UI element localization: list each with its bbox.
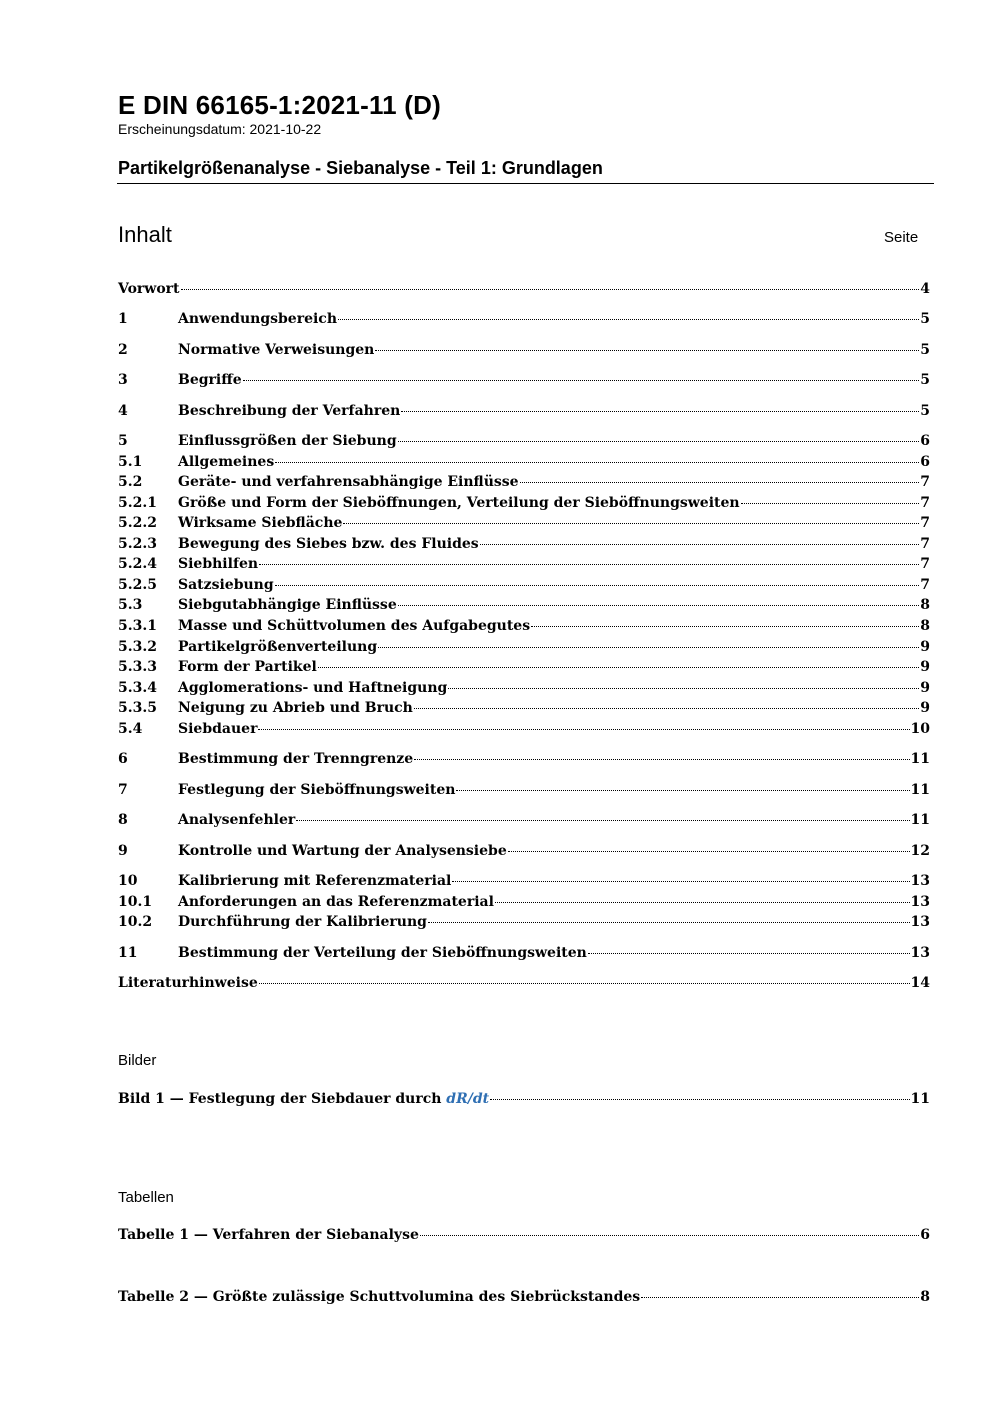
toc-entry-number: 5.3.3 [118, 659, 157, 675]
toc-entry-title: Kontrolle und Wartung der Analysensiebe [178, 843, 507, 859]
figures-heading: Bilder [118, 1052, 157, 1069]
dot-leader [480, 544, 920, 545]
dot-leader [490, 1099, 909, 1100]
toc-entry-number: 10.1 [118, 894, 153, 910]
title-divider [117, 183, 934, 184]
toc-entry-page: 6 [920, 433, 930, 449]
toc-entry[interactable] [118, 404, 930, 418]
toc-entry[interactable] [118, 598, 930, 612]
toc-entry-number: 5.2.5 [118, 577, 157, 593]
dot-leader [508, 851, 910, 852]
dot-leader [428, 922, 910, 923]
toc-entry-title: Größe und Form der Sieböffnungen, Verteilung der Sieböffnungsweiten [178, 495, 740, 511]
toc-entry-title: Satzsiebung [178, 577, 274, 593]
dot-leader [452, 881, 909, 882]
dot-leader [398, 605, 920, 606]
toc-entry-title: Wirksame Siebfläche [178, 515, 343, 531]
toc-entry[interactable] [118, 722, 930, 736]
toc-entry[interactable] [118, 312, 930, 326]
toc-entry-number: 9 [118, 843, 128, 859]
dot-leader [378, 647, 919, 648]
toc-entry[interactable] [118, 537, 930, 551]
tables-heading: Tabellen [118, 1189, 174, 1206]
toc-entry[interactable] [118, 915, 930, 929]
dot-leader [338, 319, 919, 320]
table-entry-page: 8 [920, 1289, 930, 1305]
toc-entry-title: Geräte- und verfahrensabhängige Einflüsse [178, 474, 519, 490]
toc-entry-page: 13 [910, 914, 930, 930]
toc-entry-title: Literaturhinweise [118, 975, 258, 991]
toc-entry-page: 5 [920, 372, 930, 388]
toc-entry[interactable] [118, 976, 930, 990]
toc-entry-page: 8 [920, 618, 930, 634]
toc-entry-title: Partikelgrößenverteilung [178, 639, 378, 655]
toc-entry[interactable] [118, 343, 930, 357]
toc-entry-title: Allgemeines [178, 454, 275, 470]
toc-entry-title: Analysenfehler [178, 812, 296, 828]
toc-entry[interactable] [118, 434, 930, 448]
toc-entry-title: Beschreibung der Verfahren [178, 403, 401, 419]
toc-entry-number: 5.3.1 [118, 618, 157, 634]
toc-entry-title: Bestimmung der Trenngrenze [178, 751, 414, 767]
toc-entry-page: 14 [910, 975, 930, 991]
toc-entry[interactable] [118, 455, 930, 469]
toc-entry[interactable] [118, 516, 930, 530]
toc-entry[interactable] [118, 752, 930, 766]
toc-entry[interactable] [118, 874, 930, 888]
formula: dR/dt [446, 1091, 490, 1107]
toc-entry-page: 8 [920, 597, 930, 613]
toc-entry-page: 5 [920, 311, 930, 327]
toc-entry-number: 5.2.2 [118, 515, 157, 531]
toc-entry-number: 5.4 [118, 721, 143, 737]
toc-entry-page: 4 [920, 281, 930, 297]
table-entry-page: 6 [920, 1227, 930, 1243]
toc-entry[interactable] [118, 496, 930, 510]
dot-leader [259, 983, 910, 984]
dot-leader [588, 953, 910, 954]
toc-entry-page: 7 [920, 515, 930, 531]
dot-leader [401, 411, 919, 412]
toc-entry[interactable] [118, 783, 930, 797]
toc-entry-number: 10.2 [118, 914, 153, 930]
toc-entry-page: 6 [920, 454, 930, 470]
dot-leader [258, 729, 909, 730]
toc-entry-number: 5.2.4 [118, 556, 157, 572]
toc-entry-number: 2 [118, 342, 128, 358]
dot-leader [375, 350, 919, 351]
toc-entry-page: 7 [920, 556, 930, 572]
toc-entry-title: Durchführung der Kalibrierung [178, 914, 427, 930]
toc-entry-title: Bewegung des Siebes bzw. des Fluides [178, 536, 479, 552]
dot-leader [448, 688, 919, 689]
toc-entry-page: 9 [920, 639, 930, 655]
dot-leader [456, 790, 909, 791]
toc-entry-page: 7 [920, 474, 930, 490]
toc-entry-title: Siebgutabhängige Einflüsse [178, 597, 397, 613]
dot-leader [641, 1297, 919, 1298]
toc-entry-page: 11 [910, 751, 930, 767]
toc-entry[interactable] [118, 946, 930, 960]
toc-entry-title: Einflussgrößen der Siebung [178, 433, 397, 449]
toc-entry-number: 7 [118, 782, 128, 798]
toc-entry-page: 13 [910, 945, 930, 961]
toc-entry[interactable] [118, 895, 930, 909]
toc-entry-number: 1 [118, 311, 128, 327]
toc-entry-page: 9 [920, 680, 930, 696]
toc-entry-number: 3 [118, 372, 128, 388]
toc-entry-page: 5 [920, 342, 930, 358]
toc-entry-number: 4 [118, 403, 128, 419]
toc-entry-title: Anforderungen an das Referenzmaterial [178, 894, 494, 910]
toc-entry-page: 7 [920, 495, 930, 511]
toc-entry-number: 5 [118, 433, 128, 449]
dot-leader [318, 667, 919, 668]
dot-leader [398, 441, 920, 442]
dot-leader [414, 708, 919, 709]
toc-entry-number: 5.3.2 [118, 639, 157, 655]
document-subtitle: Partikelgrößenanalyse - Siebanalyse - Teil 1: Grundlagen [118, 158, 603, 178]
toc-entry[interactable] [118, 813, 930, 827]
dot-leader [531, 626, 919, 627]
dot-leader [243, 380, 920, 381]
publication-date: Erscheinungsdatum: 2021-10-22 [118, 121, 322, 137]
toc-entry-title: Festlegung der Sieböffnungsweiten [178, 782, 456, 798]
toc-entry[interactable] [118, 373, 930, 387]
table-entry[interactable] [118, 1290, 930, 1304]
toc-entry[interactable] [118, 701, 930, 715]
toc-entry-title: Form der Partikel [178, 659, 317, 675]
table-entry[interactable] [118, 1228, 930, 1242]
toc-entry[interactable] [118, 578, 930, 592]
contents-heading: Inhalt [118, 222, 172, 247]
figure-entry-page: 11 [910, 1091, 930, 1107]
document-title: E DIN 66165-1:2021-11 (D) [118, 90, 441, 120]
dot-leader [275, 585, 920, 586]
toc-entry-title: Bestimmung der Verteilung der Sieböffnungsweiten [178, 945, 587, 961]
toc-entry[interactable] [118, 475, 930, 489]
toc-entry-page: 9 [920, 659, 930, 675]
page-column-label: Seite [884, 229, 919, 246]
table-entry-text: Tabelle 1 — Verfahren der Siebanalyse [118, 1227, 419, 1243]
toc-entry-number: 8 [118, 812, 128, 828]
toc-entry-number: 10 [118, 873, 138, 889]
dot-leader [414, 759, 909, 760]
dot-leader [296, 820, 909, 821]
toc-entry[interactable] [118, 640, 930, 654]
toc-entry-page: 11 [910, 812, 930, 828]
table-entry-text: Tabelle 2 — Größte zulässige Schuttvolumina des Siebrückstandes [118, 1289, 641, 1305]
dot-leader [259, 564, 919, 565]
dot-leader [181, 289, 920, 290]
toc-entry-page: 10 [910, 721, 930, 737]
toc-entry-title: Siebhilfen [178, 556, 259, 572]
toc-entry-title: Masse und Schüttvolumen des Aufgabegutes [178, 618, 531, 634]
toc-entry-number: 5.2.3 [118, 536, 157, 552]
toc-entry-page: 5 [920, 403, 930, 419]
toc-entry-title: Vorwort [118, 281, 180, 297]
toc-entry-number: 5.3.4 [118, 680, 157, 696]
toc-entry-page: 11 [910, 782, 930, 798]
toc-entry-number: 5.2 [118, 474, 143, 490]
toc-entry-number: 6 [118, 751, 128, 767]
dot-leader [495, 902, 910, 903]
toc-entry-page: 7 [920, 577, 930, 593]
toc-entry-page: 13 [910, 894, 930, 910]
dot-leader [741, 503, 920, 504]
toc-entry-number: 5.3 [118, 597, 143, 613]
toc-entry-number: 5.3.5 [118, 700, 157, 716]
toc-entry-title: Kalibrierung mit Referenzmaterial [178, 873, 452, 889]
toc-entry-number: 11 [118, 945, 138, 961]
dot-leader [275, 462, 919, 463]
toc-entry-page: 9 [920, 700, 930, 716]
toc-entry-page: 13 [910, 873, 930, 889]
dot-leader [420, 1235, 919, 1236]
toc-entry-number: 5.2.1 [118, 495, 157, 511]
toc-entry-title: Begriffe [178, 372, 242, 388]
figure-entry-text: Bild 1 — Festlegung der Siebdauer durch dR/dt [118, 1091, 490, 1107]
toc-entry-title: Anwendungsbereich [178, 311, 337, 327]
toc-entry-number: 5.1 [118, 454, 143, 470]
dot-leader [343, 523, 919, 524]
toc-entry[interactable] [118, 557, 930, 571]
toc-entry[interactable] [118, 681, 930, 695]
figure-entry[interactable] [118, 1092, 930, 1106]
toc-entry-title: Normative Verweisungen [178, 342, 375, 358]
toc-entry-page: 12 [910, 843, 930, 859]
toc-entry-title: Neigung zu Abrieb und Bruch [178, 700, 413, 716]
toc-entry[interactable] [118, 844, 930, 858]
toc-entry-title: Agglomerations- und Haftneigung [178, 680, 448, 696]
toc-entry-title: Siebdauer [178, 721, 258, 737]
toc-entry[interactable] [118, 619, 930, 633]
toc-entry[interactable] [118, 660, 930, 674]
dot-leader [520, 482, 920, 483]
toc-entry[interactable] [118, 282, 930, 296]
toc-entry-page: 7 [920, 536, 930, 552]
